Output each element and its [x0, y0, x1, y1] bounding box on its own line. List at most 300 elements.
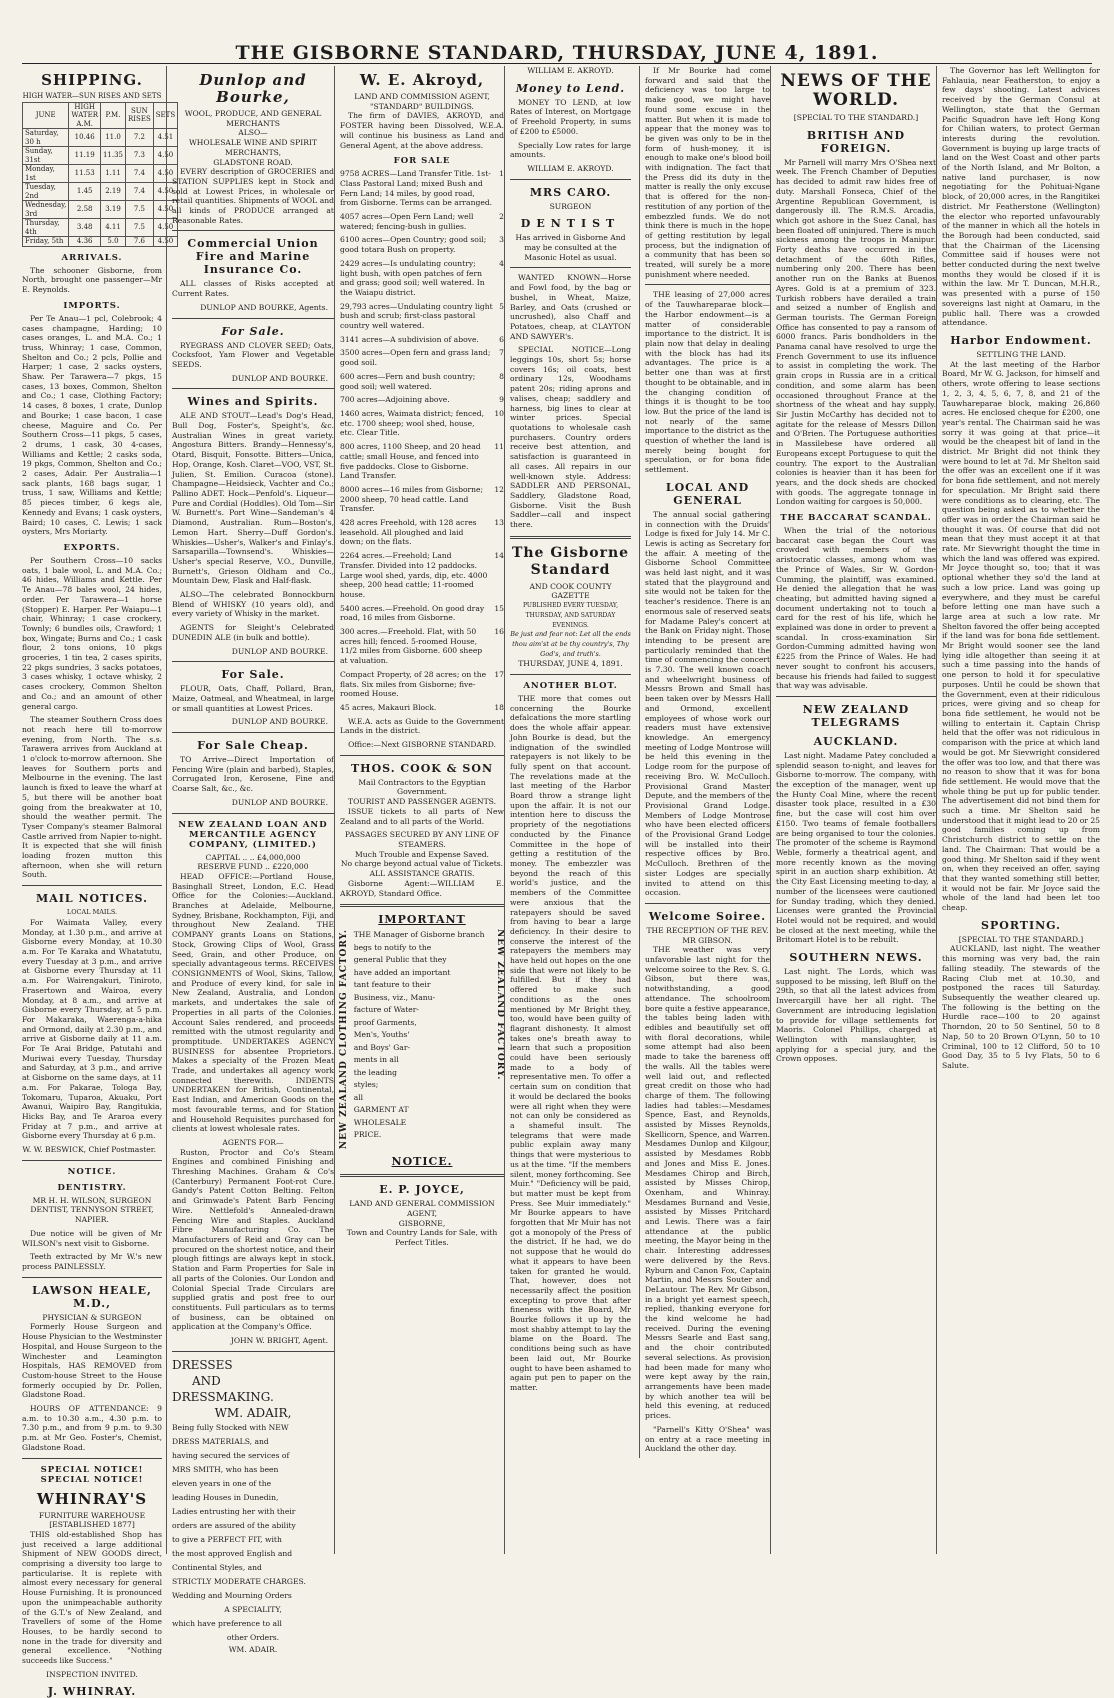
whinray-text: THIS old-established Shop has just received a large additional Shipment of NEW GOODS direct, comprising a diversity too large to particularise. It is replete with almost every necessary for general House Furnishing. It is pronounced upon the unimpeachable authority of the G.T.'s of New Zealand, and Travellers of some of the Home Houses, to be hardly second to none in the trade for diversity and general excellence. "Nothing succeeds like Success."	[22, 1529, 162, 1666]
column-1	[22, 66, 176, 1698]
factory-line: Men's, Youths'	[353, 1030, 410, 1040]
blot-text-3: THE leasing of 27,000 acres of the Tauwhareparae block—the Harbor endowment—is a matter of considerable importance to the district. It is plain now that delay in dealing with the block has had its advantages. The price is a better one than was at first thought to be obtainable, and in the changing condition of things it is thought to be too low. But the price of the land is not nearly of the same importance to the district as the question of whether the land is merely being bought for speculation, or for bona fide settlement.	[645, 290, 770, 475]
land-listing-number: 9	[499, 395, 504, 405]
heale-hours: HOURS OF ATTENDANCE: 9 a.m. to 10.30 a.m., 4.30 p.m. to 7.30 p.m., and from 9 p.m. to 9.30 p.m. at Mr Geo. Foster's, Chemist, Gladstone Road.	[22, 1404, 162, 1452]
adair-text-block	[172, 1421, 334, 1645]
dentistry-heading: DENTISTRY.	[57, 1182, 127, 1193]
tide-cell: Tuesday, 2nd	[23, 183, 69, 201]
whinray-established: [ESTABLISHED 1877]	[49, 1520, 135, 1530]
dentist-text: Due notice will be given of Mr WILSON's next visit to Gisborne.	[22, 1228, 162, 1248]
land-listing-text: 300 acres.—Freehold. Flat, with 50 acres hill; fenced. 5-roomed House, 11/2 miles from Gisborne. 600 sheep at valuation.	[340, 627, 483, 666]
adair-text-line: Continental Styles, and	[172, 1562, 262, 1572]
land-listing-number: 12	[494, 484, 504, 494]
tide-cell: 7.2	[126, 129, 154, 147]
news-text: Mr Parnell will marry Mrs O'Shea next week. The French Chamber of Deputies has decided to admit raw hides free of duty. Marshall Fonseca, Chief of the Argentine Republican Government, is dangerously ill. The R.M.S. Arcadia, which got ashore in the Suez Canal, has been floated off uninjured. There is much sickness among the troops in Manipur. Forty deaths have occurred in the detachment of the 60th Rifles, numbering only 200. There has been another run on the Banks at Buenos Ayres. Gold is at a premium of 323. Turkish robbers have derailed a train and seized a number of English and German tourists. The German Foreign Office has consented to pay a ransom of 6000 francs. Paris bondholders in the Panama canal have resolved to urge the French Government to use its influence to assist in completing the work. The grain crops in Russia are in a critical condition, and some alarm has been occasioned throughout France at the shortness of the wheat and hay supply. Sir Justin McCarthy has decided not to agitate for the release of Messrs Dillon and O'Brien. The Portuguese authorities in Massilebese have ordered all Europeans except Portuguese to quit the country. The export to the Australian colonies is heavier than it has been for years, and the dock sheds are chocked with goods. The aggregate tonnage in London waiting for cargoes is 50,000.	[776, 157, 936, 507]
sporting-text: AUCKLAND, last night. The weather this morning was very bad, the rain falling steadily. The stewards of the Racing Club met at 10.30, and postponed the races till Saturday. Subsequently the weather cleared up. The following is the betting on the Hurdle race—100 to 20 against Thorndon, 20 to 50 Sentinel, 50 to 8 Nap, 50 to 20 Brown O'Lynn, 50 to 10 Criminal, 100 to 12 Clifford, 50 to 10 Good Day, 35 to 5 Ivy Flats, 50 to 6 Salute.	[942, 944, 1100, 1070]
shipping-note: The steamer Southern Cross does not reach here till to-morrow evening, from North. The s.s. Tarawera arrives from Auckland at 1 o'clock to-morrow afternoon. She leaves for Southern ports and Melbourne in the evening. The last launch is fixed to leave the wharf at 5, but there will be another boat going from the breakwater at 10, should the weather permit. The Tyser Company's steamer Balmoral Castle arrived from Napier to-night. It is expected that she will finish loading frozen mutton this afternoon, when she will return South.	[22, 715, 162, 880]
land-listing-text: 4057 acres—Open Fern Land; well watered; fencing-bush in gullies.	[340, 212, 474, 231]
important-heading: IMPORTANT	[378, 913, 466, 927]
notice-heading: NOTICE.	[67, 1166, 117, 1177]
land-listing-text: 1460 acres, Waimata district; fenced, etc. 1700 sheep; wool shed, house, etc. Clear Title.	[340, 408, 484, 438]
factory-line: ments in all	[353, 1055, 399, 1065]
for-sale-heading: FOR SALE	[393, 156, 451, 167]
land-listing-number: 18	[494, 702, 504, 712]
tide-cell: 7.3	[126, 147, 154, 165]
tide-table	[22, 102, 178, 247]
commercial-union-signature: DUNLOP AND BOURKE, Agents.	[200, 302, 328, 312]
column-4-right	[639, 66, 770, 1458]
divider	[172, 230, 334, 231]
column-6	[936, 66, 1100, 1554]
land-listing-text: 700 acres—Adjoining above.	[340, 395, 450, 405]
adair-name: WM. ADAIR,	[214, 1405, 292, 1420]
adair-line: DRESSES	[172, 1357, 233, 1372]
standard-published: PUBLISHED EVERY TUESDAY, THURSDAY, AND SATURDAY EVENINGS.	[523, 602, 619, 629]
caro-dentist: DENTIST	[520, 217, 621, 231]
caro-heading: MRS CARO.	[529, 185, 612, 199]
joyce-heading: E. P. JOYCE,	[379, 1183, 465, 1197]
heale-subheading: PHYSICIAN & SURGEON	[42, 1312, 142, 1322]
land-listing-text: 2264 acres.—Freehold; Land Transfer. Divided into 12 paddocks. Large wool shed, yards, dip, etc. 4000 sheep, 200 head cattle; 11-roomed house.	[340, 551, 488, 599]
tide-cell: 4.50	[153, 219, 177, 237]
arrivals-text: The schooner Gisborne, from North, brought one passenger—Mr E. Reynolds.	[22, 265, 162, 295]
tide-header: SUN RISES	[126, 102, 154, 129]
mail-heading: MAIL NOTICES.	[36, 892, 148, 906]
for-sale-2-signature: DUNLOP AND BOURKE.	[231, 717, 328, 727]
factory-line: begs to notify to the	[353, 942, 432, 952]
dunlop-subheading-2: WHOLESALE WINE AND SPIRIT MERCHANTS,	[188, 138, 318, 157]
adair-text-line: eleven years in one of the	[172, 1478, 272, 1488]
for-sale-heading: For Sale.	[221, 324, 285, 338]
adair-text-line: STRICTLY MODERATE CHARGES.	[172, 1576, 306, 1586]
divider	[22, 1277, 162, 1278]
commercial-union-heading: Commercial Union Fire and Marine Insurance Co.	[187, 237, 319, 277]
tide-header-row	[23, 102, 178, 129]
wines-text: ALE AND STOUT—Lead's Dog's Head, Bull Dog, Foster's, Speight's, &c. Australian Wines in great variety. Angostura Bitters. Brandy—Hennessy's, Otard, Bisquit, Fonsotte. Bitters—Unica, Hop, Orange, Kosh. Claret—VOO, VST, St. Julien, St. Emilion. Curacoa (stone). Champagne—Heidsieck, Vachter and Co.; Pallino ADET. Hock—Penfold's. Liqueur—Pure and Cordial (Hoddles). Old Tom—Sir W. Burnett's. Port Wine—Sandeman's 4 Diamond, Australian. Rum—Boston's, Lemon Hart. Sherry—Duff Gordon's. Whiskies—Usher's, Walker's and Finlay's. Sarsaparilla—Townsend's. Whiskies—Usher's special Reserve, V.O., Dunville, Burnett's, Grieson Oldham and Co., Mountain Dew, Flask and Half-flask.	[172, 411, 334, 586]
special-notice-heading: SPECIAL NOTICE! SPECIAL NOTICE!	[40, 1464, 144, 1485]
column-4-split	[510, 66, 770, 1458]
land-listing-text: 8000 acres—16 miles from Gisborne; 2000 sheep, 70 head cattle. Land Transfer.	[340, 484, 484, 514]
sale-cheap-signature: DUNLOP AND BOURKE.	[231, 797, 328, 807]
tide-cell: 4.36	[69, 237, 101, 247]
divider	[776, 696, 936, 697]
land-listing-number: 17	[494, 669, 504, 679]
standard-motto: Be just and fear not: Let all the ends thou aim'st at be thy country's, Thy God's, and truth's.	[510, 630, 631, 658]
exports-heading: EXPORTS.	[63, 542, 121, 553]
sale-cheap-heading: For Sale Cheap.	[197, 739, 309, 753]
akroyd-heading: W. E. Akroyd,	[359, 71, 485, 89]
factory-line: have added an important	[353, 967, 451, 977]
tide-header: P.M.	[100, 102, 125, 129]
local-text: The annual social gathering in connection with the Druids' Lodge is fixed for July 14. Mr C. Lewis is acting as Secretary for the affair. A meeting of the Gisborne School Committee was held last night, and it was stated that the playground and site would not be taken for the teacher's residence. There is an enormous sale of reserved seats for Madame Paley's concert at the Bank on Friday night. Those intending to be present are particularly reminded that the time of commencing the concert is 7.30. The well known coach and wheelwright business of Messrs Brown and Small has been taken over by Messrs Hall and Ormond, excellent employees of whose work our readers must have extensive knowledge. An emergency meeting of Lodge Montrose will be held this evening in the Lodge room for the purpose of receiving Bro. W. McCulloch. Provisional Grand Master Depute, and the members of the Provisional Grand Lodge. Members of Lodge Montrose who have been elected officers of the Provisional Grand Lodge will be installed into their respective offices by Bro. McCulloch. Brethren of the sister Lodges are specially invited to attend on this occasion.	[645, 509, 770, 898]
cook-line: PASSAGES SECURED BY ANY LINE OF STEAMERS.	[344, 830, 500, 849]
imports-text: Per Te Anau—1 pcl, Colebrook; 4 cases champagne, Harding; 10 cases oranges, L. and M.A. Co.; 1 truss, Whinray; 1 case, Common, Shelton and Co.; 2 pcls, Pollie and Harper; 1 case, 2 sacks oysters, Shaw. Per Tarawera—7 pkgs, 15 cases, 13 boxes, Common, Shelton and Co.; 1 case, Clothing Factory; 14 cases, 8 boxes, 1 crate, Dunlop and Bourke; 1 case bacon, 1 case cheese, Maguire and Co. Per Southern Cross—11 pkgs, 5 cases, 2 drums, 1 cask, 30 4-cases, Williams and Kettle; 2 casks soda, 19 pkgs, Common, Shelton and Co.; 2 cases, Adair. Per Australia—1 sack plants, 168 bags sugar, 1 truss, 1 saw, Williams and Kettle; 85 pieces timber, 6 kegs ale, Kennedy and Evans; 1 cask oysters, Baird; 10 cases, C. Lewis; 1 sack oysters, Mrs Moriarty.	[22, 313, 162, 537]
adair-text-line: Wedding and Mourning Orders	[172, 1590, 292, 1600]
cook-subheading: Mail Contractors to the Egyptian Government.	[358, 777, 486, 797]
caro-text: Has arrived in Gisborne And may be consulted at the Masonic Hotel as usual.	[515, 233, 626, 262]
masthead	[0, 0, 1114, 64]
tide-cell: 11.0	[100, 129, 125, 147]
tide-cell: 2.58	[69, 201, 101, 219]
column-5	[770, 66, 941, 1554]
land-listing-number: 3	[499, 235, 504, 245]
tide-cell: 11.19	[69, 147, 101, 165]
tide-cell: Thursday, 4th	[23, 219, 69, 237]
land-listing-number: 16	[494, 627, 504, 637]
tide-row	[23, 147, 178, 165]
land-listing-text: 9758 ACRES—Land Transfer Title. 1st-Class Pastoral Land; mixed Bush and Fern Land; 14 miles, by good road, from Gisborne. Terms can be arranged.	[340, 169, 493, 208]
exports-text: Per Southern Cross—10 sacks oats, 1 bale wool, L. and M.A. Co.; 46 hides, Williams and Kettle. Per Te Anau—78 bales wool, 24 hides, order. Per Tarawera—1 horse (Stopper) E. Harper. Per Waiapu—1 chair, Whinray; 1 case crockery, Townly; 6 bundles oils, Crawford; 1 box, Wingate; Burns and Co.; 1 cask flour, 2 tons onions, 10 pkgs groceries, 1 tin tea, 2 cases spirits, 22 pkgs sundries, 3 sacks potatoes, 3 cases whisky, 1 octave whisky, 2 cases crockery, Common Shelton and Co.; and an amount of other general cargo.	[22, 555, 162, 711]
nz-loan-text: HEAD OFFICE:—Portland House, Basinghall Street, London, E.C. Head Office for the Colonies:—Auckland. Branches at Adelaide, Melbourne, Sydney, Brisbane, Rockhampton, Fiji, and throughout New Zealand. THE COMPANY grants Loans on Stations, Stock, Growing Clips of Wool, Grass Seed, Grain, and other Produce, on specially advantageous terms. RECEIVES CONSIGNMENTS of Wool, Skins, Tallow, and Produce of every kind, for sale in New Zealand, Australia, and London markets, and undertakes the sale of Properties in all parts of the Colonies. Account Sales rendered, and proceeds remitted with the utmost regularity and promptitude. UNDERTAKES AGENCY BUSINESS for absentee Proprietors. Makes a specialty of the Frozen Meat Trade, and undertakes all agency work connected therewith. INDENTS UNDERTAKEN for British, Continental, East Indian, and American Goods on the most favourable terms, and for Station and Household Requisites purchased for clients at lowest wholesale rates.	[172, 871, 334, 1134]
tide-cell: 11.35	[100, 147, 125, 165]
divider	[22, 1160, 162, 1161]
adair-heading-block	[172, 1357, 334, 1421]
nz-capital: CAPITAL .. .. £4,000,000	[205, 852, 301, 862]
masthead-rule	[22, 63, 1092, 64]
cook-trouble: Much Trouble and Expense Saved.	[355, 849, 489, 859]
dentist-note: Teeth extracted by Mr W.'s new process PAINLESSLY.	[22, 1252, 162, 1271]
land-listing-number: 1	[499, 169, 504, 179]
standard-date: THURSDAY, JUNE 4, 1891.	[518, 659, 623, 669]
adair-text-line: other Orders.	[226, 1632, 280, 1642]
tide-row	[23, 183, 178, 201]
agents-text: AGENTS for Sleight's Celebrated DUNEDIN ALE (in bulk and bottle).	[172, 623, 334, 642]
for-sale-2-heading: For Sale.	[221, 668, 285, 682]
tide-cell: 2.19	[100, 183, 125, 201]
dunlop-address: GLADSTONE ROAD.	[213, 157, 293, 167]
welcome-subheading: THE RECEPTION OF THE REV. MR GIBSON.	[646, 925, 769, 945]
tide-cell: Sunday, 31st	[23, 147, 69, 165]
sporting-subheading: [SPECIAL TO THE STANDARD.]	[958, 934, 1084, 944]
adair-text-line: DRESS MATERIALS, and	[172, 1436, 269, 1446]
tide-cell: 7.4	[126, 183, 154, 201]
land-listing-text: 800 acres, 1100 Sheep, and 20 head cattle; small House, and fenced into five paddocks. Close to Gisborne. Land Transfer.	[340, 442, 481, 481]
southern-heading: SOUTHERN NEWS.	[789, 951, 923, 965]
blot-heading: ANOTHER BLOT.	[523, 681, 618, 692]
dentist-name: MR H. H. WILSON, SURGEON DENTIST, TENNYSON STREET, NAPIER.	[30, 1195, 154, 1225]
akroyd-office: Office:—Next GISBORNE STANDARD.	[348, 740, 496, 750]
nz-reserve: RESERVE FUND .. £220,000	[197, 862, 309, 872]
factory-text-block	[354, 929, 491, 1149]
whinray-heading: WHINRAY'S	[36, 1489, 148, 1508]
dunlop-heading: Dunlop and Bourke,	[199, 71, 307, 106]
dunlop-subheading: WOOL, PRODUCE, AND GENERAL MERCHANTS	[184, 109, 322, 128]
land-listing-number: 2	[499, 212, 504, 222]
divider	[510, 179, 631, 180]
tide-cell: 4.50	[153, 183, 177, 201]
cook-subheading-2: TOURIST AND PASSENGER AGENTS.	[348, 797, 496, 807]
cook-heading: THOS. COOK & SON	[350, 761, 494, 775]
news-heading: NEWS OF THE WORLD.	[780, 71, 932, 110]
adair-text-line: MRS SMITH, who has been	[172, 1464, 279, 1474]
adair-line: DRESSMAKING.	[172, 1389, 274, 1404]
divider	[340, 755, 504, 756]
whinray-subheading: FURNITURE WAREHOUSE	[38, 1510, 146, 1520]
land-listing	[340, 604, 504, 623]
divider	[172, 1351, 334, 1352]
tide-row	[23, 219, 178, 237]
tide-cell: 4.11	[100, 219, 125, 237]
land-listing-number: 4	[499, 258, 504, 268]
tide-row	[23, 129, 178, 147]
divider	[645, 284, 770, 285]
notice-label: NOTICE.	[391, 1155, 453, 1169]
factory-line: WHOLESALE	[353, 1117, 407, 1127]
adair-text-line: Ladies entrusting her with their	[172, 1506, 296, 1516]
money-heading: Money to Lend.	[515, 81, 626, 95]
factory-line: general Public that they	[353, 955, 447, 965]
divider	[172, 732, 334, 733]
land-listing	[340, 627, 504, 666]
land-listing-number: 11	[494, 442, 504, 452]
factory-line: the leading	[353, 1067, 398, 1077]
nz-telegrams-heading: NEW ZEALAND TELEGRAMS	[802, 702, 910, 729]
baccarat-heading: THE BACCARAT SCANDAL.	[780, 513, 932, 524]
land-listing-number: 10	[494, 408, 504, 418]
for-sale-text: RYEGRASS AND CLOVER SEED; Oats, Cocksfoot, Yam Flower and Vegetable SEEDS.	[172, 340, 334, 369]
tide-cell: Monday, 1st	[23, 165, 69, 183]
factory-line: tant feature to their	[353, 980, 431, 990]
commercial-union-text: ALL classes of Risks accepted at Current Rates.	[172, 279, 334, 299]
tide-cell: 1.45	[69, 183, 101, 201]
factory-line: all	[353, 1092, 364, 1102]
divider	[172, 318, 334, 319]
land-listing-number: 13	[494, 518, 504, 528]
newspaper-title: THE GISBORNE STANDARD, THURSDAY, JUNE 4, 1891.	[235, 42, 879, 64]
adair-line: AND	[192, 1373, 221, 1388]
money-signature: WILLIAM E. AKROYD.	[527, 163, 614, 173]
cook-charge: No charge beyond actual value of Tickets.	[340, 859, 504, 869]
southern-text: Last night. The Lords, which was supposed to be missing, left Bluff on the 29th, so that all the latest advices from Invercargill have her all right. The Government are introducing legislation to provide for village settlements for Maoris. Colonel Phillips, charged at Wellington with manslaughter, is applying for a special jury, and the Crown opposes.	[776, 967, 936, 1064]
tide-header: SETS	[153, 102, 177, 129]
tide-cell: 7.6	[126, 237, 154, 247]
cook-text: ISSUE tickets to all parts of New Zealand and to all parts of the World.	[340, 806, 504, 826]
factory-line: THE Manager of Gisborne branch	[353, 930, 485, 940]
adair-signature: WM. ADAIR.	[228, 1644, 278, 1654]
divider	[340, 1174, 504, 1177]
harbor-text: At the last meeting of the Harbor Board, Mr W. G. Jackson, for himself and others, wrote offering to lease sections 1, 2, 3, 4, 5, 6, 7, 8, and 21 of the Tauwhareparae block, making 26,860 acres. He enclosed cheque for £200, one year's rental. The Chairman said he was sorry it was going at that price—it would be the cheapest bit of land in the district. Mr Bright did not think they were bound to let at 7d. Mr Shelton said the offer was an excellent one if it was for bona fide settlement, and not merely for speculation. Mr Bright said there were conditions as to clearing, etc. The question being asked as to whether the offer was in order the Chairman said he thought it was. Of course that did not mean that they must accept it at that rate. Mr Sievwright thought the time in which the land was offered was expired. Mr Joyce thought so, too; that it was optional whether they so'd the land at such a low price. Land was going up everywhere, and they must be careful before letting one man have such a large area at such a low rate. Mr Shelton favored the offer being accepted if the land was for bona fide settlement. Mr Bright would sooner see the land lying idle altogether than seeing it at such a time passing into the hands of one person to hold it for speculative purposes. Until he could be shown that the Government, even at their ridiculous prices, were giving and so cheap for bona fide settlement, he would not be willing to entertain it. Captain Chrisp held that the offer was not ridiculous in comparison with the price at which land would be got. Mr Sievwright considered the offer was too low, and that there was no reason to show that it was for bona fide settlement. He would move that the whole thing be put up for public tender. The advertisement did not bind them for such a time. Mr Shelton said he understood that it might lead to 20 or 25 good families coming up from Christchurch district to settle on the land. The Chairman: That would be a good thing. Mr Shelton said if they went on, when they received an offer, saying that they wanted something still better, it would not be fair. Mr Joyce said the whole of the land had been let too cheap.	[942, 359, 1100, 913]
nz-agents-for: AGENTS FOR—	[222, 1137, 284, 1147]
factory-line: PRICE.	[353, 1130, 382, 1140]
land-listing	[340, 302, 504, 331]
tide-row	[23, 237, 178, 247]
tide-header: JUNE	[23, 102, 69, 129]
tide-title: HIGH WATER—SUN RISES AND SETS	[22, 92, 162, 100]
for-sale-2-text: FLOUR, Oats, Chaff, Pollard, Bran, Maize, Oatmeal, and Wheatmeal, in large or small quantities at Lowest Prices.	[172, 684, 334, 713]
land-listing	[340, 703, 504, 713]
factory-line: proof Garments,	[353, 1017, 417, 1027]
british-foreign-heading: BRITISH AND FOREIGN.	[806, 128, 906, 155]
land-listing-number: 5	[499, 301, 504, 311]
wanted-text: WANTED KNOWN—Horse and Fowl food, by the bag or bushel, in Wheat, Maize, Barley, and Oats (crushed or uncrushed), also Chaff and Potatoes, cheap, at CLAYTON AND SAWYER's.	[510, 273, 632, 341]
land-listing-text: 6100 acres—Open Country; good soil; good totara Bush on property.	[340, 235, 487, 255]
land-listing-number: 7	[499, 348, 504, 358]
divider	[510, 267, 631, 268]
tide-cell: Saturday, 30 h	[23, 129, 69, 147]
land-listing-text: 29,793 acres—Undulating country light bush and scrub; first-class pastoral country well watered.	[340, 301, 493, 331]
tide-row	[23, 201, 178, 219]
land-listing	[340, 372, 504, 391]
adair-text-line: having secured the services of	[172, 1450, 290, 1460]
baccarat-text: When the trial of the notorious baccarat case began the Court was crowded with members of the aristocratic classes, among whom was the Prince of Wales. Sir W. Gordon-Cumming, the plaintiff, was examined. He denied the allegation that he was cheating, but admitted having signed a document undertaking not to touch a card for the rest of his life, which he explained was done in order to prevent a scandal. In cross-examination Sir Gordon-Cumming admitted having won £225 from the Prince of Wales. He had never sought to confront his accusers, because his friends had failed to suggest that way was advisable.	[776, 526, 936, 691]
column-4	[504, 66, 775, 1554]
for-sale-signature: DUNLOP AND BOURKE.	[231, 373, 328, 383]
tide-cell: 7.4	[126, 165, 154, 183]
news-subheading: [SPECIAL TO THE STANDARD.]	[793, 113, 919, 122]
standard-subheading: AND COOK COUNTY GAZETTE	[529, 581, 612, 601]
land-listing	[340, 212, 504, 231]
blot-text-2: If Mr Bourke had come forward and said that the deficiency was too large to make good, we might have found some excuse in the matter. But when it is made to appear that the money was to be given was only to be in the form of hush-money, it is enough to make one's blood boil with indignation. The fact that the Press did its duty in the matter is really the only excuse that is offered for the non-restitution of any portion of the embezzled funds. We do not think there is much in the hope of getting restitution by legal process, but the indignation of a community that has been so treated, will surely be a more punishment where needed.	[645, 66, 770, 279]
land-listing-text: 5400 acres.—Freehold. On good dray road, 16 miles from Gisborne.	[340, 603, 485, 623]
land-listing-text: 428 acres Freehold, with 128 acres leasehold. All ploughed and laid down; on the flats.	[340, 518, 477, 547]
wines-also: ALSO—The celebrated Bonnockburn Blend of WHISKY (10 years old), and every variety of Whisky in the market.	[172, 590, 334, 619]
land-list	[340, 169, 504, 712]
clothing-factory-ad	[340, 929, 504, 1149]
heale-heading: LAWSON HEALE, M.D.,	[32, 1283, 152, 1310]
land-listing-text: Compact Property, of 28 acres; on the flats. Six miles from Gisborne; five-roomed House.	[340, 669, 487, 699]
sporting-heading: SPORTING.	[981, 918, 1061, 932]
divider	[510, 674, 631, 675]
harbor-heading: Harbor Endowment.	[950, 333, 1092, 347]
tide-row	[23, 165, 178, 183]
harbor-subheading: SETTLING THE LAND.	[976, 349, 1066, 359]
welcome-text: THE weather was very unfavorable last night for the welcome soiree to the Rev. S. G. Gibson, but there was, notwithstanding, a good attendance. The schoolroom bore quite a festive appearance, the tables being laden with edibles and beautifully set off with floral decorations, while some attempt had also been made to take the bareness off the walls. All the tables were well laid out, and reflected great credit on those who had charge of them. The following ladies had tables:—Mesdames Spence, East, and Reynolds, assisted by Misses Reynolds, Skellicorn, Spence, and Warren. Mesdames Dunlop and Kilgour, assisted by Mesdames Robb and Jones and Miss E. Jones. Mesdames Chirop and Birch, assisted by Misses Chirop, Oxenham, and Whinray. Mesdames Burnand and Vesie, assisted by Misses Pritchard and Lewis. There was a fair attendance at the public meeting, the Mayor being in the chair. Interesting addresses were delivered by the Revs. Ryburn and Canon Fox, Captain Martin, and Messrs Souter and DeLautour. The Rev. Mr Gibson, in a bright yet earnest speech, replied, thanking everyone for the kind welcome he had received. During the evening Messrs Searle and East sang, and the choir contributed several selections. As provision had been made for many who were kept away by the rain, arrangements have been made by which another tea will be held this evening, at reduced prices.	[645, 945, 770, 1421]
column-3	[334, 66, 509, 1554]
tide-cell: Friday, 5th	[23, 237, 69, 247]
land-listing	[340, 442, 504, 481]
tide-cell: 4.50	[153, 237, 177, 247]
whinray-signature: J. WHINRAY.	[47, 1685, 137, 1698]
tide-header: HIGH WATER A.M.	[69, 102, 101, 129]
whinray-invite: INSPECTION INVITED.	[46, 1669, 138, 1679]
footer-ad: "Parnell's Kitty O'Shea" was on entry at a race meeting in Auckland the other day.	[645, 1424, 770, 1454]
tide-cell: 7.5	[126, 201, 154, 219]
factory-line: and Boys' Gar-	[353, 1042, 411, 1052]
land-listing	[340, 395, 504, 405]
factory-line: GARMENT AT	[353, 1105, 409, 1115]
money-note: Specially Low rates for large amounts.	[510, 140, 632, 160]
land-listing-text: 2429 acres—Is undulating country; light bush, with open patches of fern and grass; good soil; well watered. In the Waiapu district.	[340, 258, 485, 297]
factory-side-label: NEW ZEALAND FACTORY.	[495, 929, 505, 1081]
auckland-heading: AUCKLAND.	[813, 734, 899, 748]
heale-text: Formerly House Surgeon and House Physician to the Westminster Hospital, and House Surgeon to the Winchester and Leamington Hospitals, HAS REMOVED from Custom-house Street to the House formerly occupied by Dr. Pollen, Gladstone Road.	[22, 1322, 162, 1400]
adair-text-line: the most approved English and	[172, 1548, 293, 1558]
divider	[510, 536, 631, 539]
divider	[645, 903, 770, 904]
land-listing	[340, 409, 504, 438]
adair-text-line: Being fully Stocked with NEW	[172, 1422, 289, 1432]
factory-line: styles;	[353, 1080, 379, 1090]
column-2	[166, 66, 339, 1654]
akroyd-subheading: LAND AND COMMISSION AGENT, "STANDARD" BUILDINGS.	[354, 92, 490, 111]
land-listing	[340, 235, 504, 254]
joyce-place: GISBORNE,	[398, 1218, 446, 1228]
divider	[22, 885, 162, 886]
standard-heading: The Gisborne Standard	[511, 544, 630, 578]
arrivals-heading: ARRIVALS.	[61, 252, 123, 263]
land-listing	[340, 335, 504, 345]
land-listing-text: 45 acres, Makauri Block.	[340, 702, 437, 712]
welcome-heading: Welcome Soiree.	[648, 909, 767, 923]
money-text: MONEY TO LEND, at low Rates of Interest, on Mortgage of Freehold Property, in sums of £200 to £5000.	[510, 97, 632, 136]
tide-cell: 1.11	[100, 165, 125, 183]
column-4-left	[510, 66, 631, 1458]
tide-cell: Wednesday, 3rd	[23, 201, 69, 219]
auckland-text: Last night. Madame Patey concluded a splendid season to-night, and leaves for Gisborne to-morrow. The company, with the exception of the manager, went up the Hunty Coal Mine, where the recent disaster took place, resulted in a £30 fine, but the case will cost him over £150. Two teams of female footballers are being organised to tour the colonies. The promoter of the scheme is Raymond Weble, formerly a theatrical agent, and more recently known as the moving spirit in an auction sharp exhibition. At the City East Licensing meeting to-day, a number of the licensees were cautioned for Sunday trading, which they denied. Licenses were granted the Provincial Hotel would not be required, and would be closed at the next meeting, while the Britomart Hotel is to be rebuilt.	[776, 750, 936, 945]
land-listing	[340, 551, 504, 600]
nz-agents-text: Ruston, Proctor and Co's Steam Engines and combined Finishing and Threshing Machines. Graham & Co's (Canterbury) Permanent Foot-rot Cure. Gandy's Patent Cotton Belting. Felton and Grimwade's Patent Barb Fencing Wire. Nettlefold's Annealed-drawn Fencing Wire and Staples. Auckland Fibre Manufacturing Co. The Manufacturers of Reid and Gray can be procured on the shortest notice, and their plough fittings are always kept in stock. Station and Farm Properties for Sale in all parts of the Colonies. Our London and Colonial Special Trade Circulars are supplied gratis and post free to our constituents. Full particulars as to terms of business, can be obtained on application at the Company's Office.	[172, 1147, 334, 1332]
local-heading: LOCAL AND GENERAL	[665, 480, 750, 507]
mail-text: For Waimata Valley, every Monday, at 1.30 p.m., and arrive at Gisborne every Monday, at 10.30 a.m. For Te Karaka and Whatatutu, every Tuesday at 3 p.m., and arrive at Gisborne every Thursday at 11 a.m. For Wairengakuri, Tiniroto, Frasertown and Wairoa, every Monday, at 8 a.m., and arrive at Gisborne every Thursday, at 5 p.m. For Makaraka, Waerenga-a-hika and Ormond, daily at 2.30 p.m., and arrive at Gisborne daily at 11 a.m. For Te Arai Bridge, Patutahi and Muriwai every Tuesday, Thursday and Saturday, at 3 p.m., and arrive at Gisborne on the same days, at 11 a.m. For Pakarae, Tologa Bay, Tokomaru, Tuparoa, Akuaku, Port Awanui, Waipiro Bay, Rangitukia, Hicks Bay, and Te Araroa every Friday at 7 p.m., and arrive at Gisborne every Thursday at 6 p.m.	[22, 917, 162, 1141]
divider	[172, 388, 334, 389]
caro-subheading: SURGEON	[549, 201, 592, 211]
adair-text-line: which have preference to all	[172, 1618, 282, 1628]
adair-text-line: to give a PERFECT FIT, with	[172, 1534, 282, 1544]
news-continued-text: The Governor has left Wellington for Fahlauia, near Featherston, to enjoy a few days' shooting. Latest advices received by the German Consul at Wellington, state that the German Pacific Squadron have left Hong Kong for Chilian waters, to protect German interests during the revolution. Government is buying up large tracts of land on the West Coast and other parts of the North Island, and Mr Bolton, a native land purchaser, is now negotiating for the Pohituai-Ngane block, of 20,000 acres, in the Rangitikei district. Mr Featherstone (Wellington) the elector who reported unfavourably of the manner in which all the hotels in the Borough had been conducted, said that the Chairman of the Licensing Committee said if houses were not better conducted during the next twelve months they would be closed if it is within the law. Mr T. Duncan, M.H.R., was presented with a purse of 150 sovereigns last night at Oamaru, in the public hall. There was a crowded attendance.	[942, 66, 1100, 328]
tide-cell: 4.51	[153, 129, 177, 147]
akroyd-text: The firm of DAVIES, AKROYD, and FOSTER having been Dissolved, W.E.A. will continue his business as Land and General Agent, at the above address.	[340, 111, 504, 150]
special-notice-text: SPECIAL NOTICE—Long leggings 10s, short 5s; horse covers 16s; oil coats, best ordinary 12s, Woodhams patent 20s; riding aprons and valises, cheap; saddlery and harness, big lines to clear at winter prices. Special quotations to wholesale cash purchasers. Country orders receive best attention, and satisfaction is guaranteed in all cases. All repairs in our well-known style. Address: SADDLER AND PERSONAL, Saddlery, Gladstone Road, Gisborne. Visit the Bush Saddler—call and inspect there.	[510, 345, 632, 530]
tide-cell: 11.53	[69, 165, 101, 183]
dunlop-also: ALSO—	[238, 128, 268, 138]
tide-cell: 5.0	[100, 237, 125, 247]
shipping-heading: SHIPPING.	[41, 71, 143, 89]
land-listing-text: 3141 acres—A subdivision of above.	[340, 334, 479, 344]
factory-line: Business, viz., Manu-	[353, 992, 436, 1002]
joyce-text: Town and Country Lands for Sale, with Perfect Titles.	[346, 1228, 498, 1248]
akroyd-note: W.E.A. acts as Guide to the Government Lands in the district.	[340, 716, 504, 736]
divider	[172, 661, 334, 662]
divider	[340, 904, 504, 907]
adair-text-line: A SPECIALITY,	[224, 1604, 282, 1614]
nz-signature: JOHN W. BRIGHT, Agent.	[230, 1336, 328, 1346]
land-listing-text: 600 acres—Fern and bush country; good soil; well watered.	[340, 371, 476, 391]
mail-subheading: LOCAL MAILS.	[66, 908, 118, 917]
land-listing-text: 3500 acres—Open fern and grass land; good soil.	[340, 348, 491, 368]
sale-cheap-text: TO Arrive—Direct Importation of Fencing Wire (plain and barbed), Staples, Corrugated Iron, Kerosene, Fine and Coarse Salt, &c., &c.	[172, 755, 334, 794]
blot-text: THE more that comes out concerning the Bourke defalcations the more startling does the whole affair appear. John Bourke is dead, but the indignation of the swindled ratepayers is not likely to be fully spent on that account. The revelations made at the last meeting of the Harbor Board throw a strange light upon the affair. It is not our intention here to discuss the propriety of the negotiations conducted by the Finance Committee in the hope of getting a restitution of the money. The embezzler was beyond the reach of this world's justice, and the members of the Committee were anxious that the ratepayers should be saved from having to bear a large deficiency. In their desire to conserve the interest of the ratepayers the members may have held out hopes on the one side that were not likely to be fulfilled. But if they had offered to make such conditions as the ones mentioned by Mr Bright they, too, would have been guilty of flagrant dishonesty. It almost takes one's breath away to learn that such a proposition could have been seriously made to a body of representative men. To offer a certain sum on condition that it would be declared the books were all right when they were not can only be considered as a shameful insult. The telegrams that were made public explain away many things that were mysterious to us at the time. "If the members silent, money forthcoming. See Muir." "Deficiency will be paid, but matter must be kept from Press. See Muir immediately." Mr Bourke appears to have forgotten that Mr Muir has not got a monopoly of the Press of the district. If he had, we do not suppose that he would do what it appears to have been taken for granted he would. That, however, does not necessarily affect the position excepting to prove that after fineness with the Board, Mr Bourke follows it up by the most shabby attempt to lay the blame on the Board. The conditions being such as have been laid out, Mr Bourke ought to have been ashamed to again put pen to paper on the matter.	[510, 694, 632, 1392]
tide-cell: 4.50	[153, 147, 177, 165]
factory-side-label: NEW ZEALAND CLOTHING FACTORY.	[339, 929, 349, 1150]
money-owner: WILLIAM E. AKROYD.	[527, 66, 614, 75]
tide-cell: 4.50	[153, 201, 177, 219]
land-listing-number: 15	[494, 603, 504, 613]
land-listing-number: 14	[494, 551, 504, 561]
land-listing	[340, 485, 504, 514]
agents-signature: DUNLOP AND BOURKE.	[231, 646, 328, 656]
tide-cell: 10.46	[69, 129, 101, 147]
tide-cell: 4.50	[153, 165, 177, 183]
adair-text-line: leading Houses in Dunedin,	[172, 1492, 279, 1502]
adair-text-line: orders are assured of the ability	[172, 1520, 296, 1530]
divider	[172, 813, 334, 814]
tide-cell: 3.19	[100, 201, 125, 219]
nz-loan-heading: NEW ZEALAND LOAN AND MERCANTILE AGENCY COMPANY, (LIMITED.)	[178, 819, 328, 850]
divider	[22, 1458, 162, 1459]
joyce-subheading: LAND AND GENERAL COMMISSION AGENT,	[349, 1199, 495, 1219]
land-listing-number: 8	[499, 371, 504, 381]
land-listing-number: 6	[499, 334, 504, 344]
factory-line: facture of Water-	[353, 1005, 419, 1015]
wines-heading: Wines and Spirits.	[187, 395, 319, 409]
land-listing	[340, 169, 504, 208]
tide-cell: 7.5	[126, 219, 154, 237]
land-listing	[340, 518, 504, 547]
tide-cell: 3.48	[69, 219, 101, 237]
land-listing	[340, 348, 504, 367]
land-listing	[340, 670, 504, 699]
land-listing	[340, 259, 504, 298]
